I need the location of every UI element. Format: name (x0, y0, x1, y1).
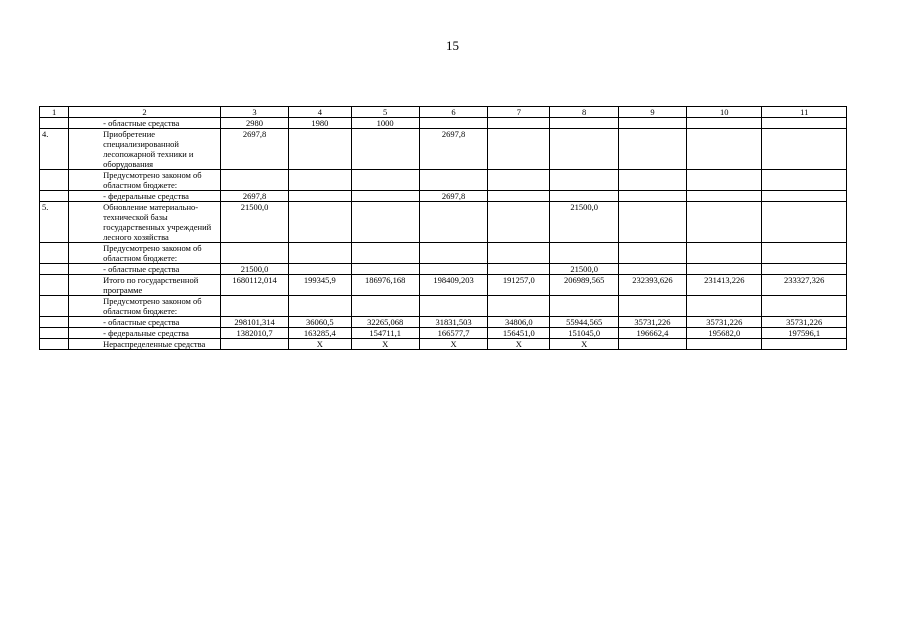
value-cell: 35731,226 (687, 317, 762, 328)
value-cell: 198409,203 (419, 275, 487, 296)
value-cell (419, 243, 487, 264)
value-cell: 21500,0 (220, 264, 288, 275)
value-cell: 196662,4 (618, 328, 686, 339)
row-number-cell (40, 339, 69, 350)
table-row (40, 264, 847, 275)
value-cell: 195682,0 (687, 328, 762, 339)
table-row (40, 118, 847, 129)
value-cell (289, 264, 351, 275)
value-cell: 197596,1 (762, 328, 847, 339)
value-cell (618, 129, 686, 170)
header-cell: 7 (488, 107, 550, 118)
value-cell (762, 129, 847, 170)
row-number-cell: 4. (40, 129, 69, 170)
value-cell: 31831,503 (419, 317, 487, 328)
table-row (40, 275, 847, 296)
row-number-cell (40, 243, 69, 264)
value-cell: 206989,565 (550, 275, 618, 296)
value-cell: 1382010,7 (220, 328, 288, 339)
value-cell: 186976,168 (351, 275, 419, 296)
value-cell (488, 170, 550, 191)
table-row (40, 328, 847, 339)
row-number-cell (40, 328, 69, 339)
value-cell: 233327,326 (762, 275, 847, 296)
value-cell: 21500,0 (220, 202, 288, 243)
value-cell: 2697,8 (220, 129, 288, 170)
value-cell: Х (289, 339, 351, 350)
value-cell (550, 118, 618, 129)
value-cell: 298101,314 (220, 317, 288, 328)
value-cell (419, 264, 487, 275)
page-number: 15 (446, 38, 459, 53)
value-cell (762, 170, 847, 191)
value-cell (762, 339, 847, 350)
value-cell: 151045,0 (550, 328, 618, 339)
value-cell (488, 264, 550, 275)
value-cell (762, 202, 847, 243)
value-cell: 21500,0 (550, 202, 618, 243)
header-cell: 2 (69, 107, 221, 118)
value-cell (351, 264, 419, 275)
description-cell: - федеральные средства (69, 191, 221, 202)
value-cell (351, 243, 419, 264)
value-cell (289, 296, 351, 317)
table-row (40, 317, 847, 328)
value-cell (687, 202, 762, 243)
value-cell (762, 191, 847, 202)
row-number-cell (40, 275, 69, 296)
value-cell: 32265,068 (351, 317, 419, 328)
value-cell (550, 243, 618, 264)
row-number-cell: 5. (40, 202, 69, 243)
table-row (40, 170, 847, 191)
value-cell (687, 264, 762, 275)
description-cell: - областные средства (69, 118, 221, 129)
value-cell: 2697,8 (419, 191, 487, 202)
header-cell: 9 (618, 107, 686, 118)
value-cell (289, 202, 351, 243)
value-cell (220, 339, 288, 350)
table-row (40, 243, 847, 264)
value-cell (220, 296, 288, 317)
value-cell (687, 129, 762, 170)
header-cell: 1 (40, 107, 69, 118)
row-number-cell (40, 296, 69, 317)
header-cell: 3 (220, 107, 288, 118)
value-cell (762, 296, 847, 317)
value-cell: 21500,0 (550, 264, 618, 275)
header-cell: 11 (762, 107, 847, 118)
value-cell (488, 243, 550, 264)
value-cell: 2980 (220, 118, 288, 129)
value-cell (618, 191, 686, 202)
value-cell: 2697,8 (419, 129, 487, 170)
value-cell (762, 264, 847, 275)
table-row (40, 202, 847, 243)
value-cell: Х (351, 339, 419, 350)
table-row (40, 191, 847, 202)
value-cell (687, 170, 762, 191)
value-cell: 36060,5 (289, 317, 351, 328)
description-cell: Приобретение специализированной лесопожарной техники и оборудования (69, 129, 221, 170)
description-cell: Нераспределенные средства (69, 339, 221, 350)
value-cell (488, 191, 550, 202)
value-cell (351, 296, 419, 317)
header-cell: 5 (351, 107, 419, 118)
value-cell (687, 118, 762, 129)
header-cell: 8 (550, 107, 618, 118)
header-cell: 4 (289, 107, 351, 118)
value-cell: 156451,0 (488, 328, 550, 339)
value-cell (488, 296, 550, 317)
value-cell (289, 129, 351, 170)
value-cell: 231413,226 (687, 275, 762, 296)
value-cell: 166577,7 (419, 328, 487, 339)
value-cell: 232393,626 (618, 275, 686, 296)
value-cell (351, 202, 419, 243)
value-cell (488, 129, 550, 170)
value-cell (488, 202, 550, 243)
value-cell (762, 118, 847, 129)
value-cell (351, 129, 419, 170)
column-number-row (40, 107, 847, 118)
description-cell: - областные средства (69, 264, 221, 275)
header-cell: 10 (687, 107, 762, 118)
value-cell: 55944,565 (550, 317, 618, 328)
value-cell (550, 170, 618, 191)
value-cell (419, 296, 487, 317)
row-number-cell (40, 170, 69, 191)
value-cell: 154711,1 (351, 328, 419, 339)
value-cell (351, 191, 419, 202)
value-cell (419, 118, 487, 129)
description-cell: Предусмотрено законом об областном бюджете: (69, 296, 221, 317)
description-cell: Предусмотрено законом об областном бюджете: (69, 243, 221, 264)
value-cell (220, 170, 288, 191)
value-cell (220, 243, 288, 264)
table-row (40, 339, 847, 350)
value-cell (618, 118, 686, 129)
value-cell (762, 243, 847, 264)
value-cell: Х (550, 339, 618, 350)
value-cell (618, 264, 686, 275)
value-cell (550, 191, 618, 202)
value-cell: 2697,8 (220, 191, 288, 202)
row-number-cell (40, 317, 69, 328)
value-cell: Х (488, 339, 550, 350)
value-cell (687, 296, 762, 317)
value-cell: 35731,226 (618, 317, 686, 328)
row-number-cell (40, 191, 69, 202)
description-cell: Итого по государственной программе (69, 275, 221, 296)
value-cell (289, 243, 351, 264)
value-cell: 1680112,014 (220, 275, 288, 296)
value-cell (351, 170, 419, 191)
row-number-cell (40, 264, 69, 275)
description-cell: - федеральные средства (69, 328, 221, 339)
value-cell: 191257,0 (488, 275, 550, 296)
value-cell (488, 118, 550, 129)
value-cell (419, 202, 487, 243)
table-row (40, 129, 847, 170)
value-cell (289, 191, 351, 202)
value-cell (687, 243, 762, 264)
budget-table (39, 106, 847, 350)
value-cell: 163285,4 (289, 328, 351, 339)
value-cell (687, 191, 762, 202)
description-cell: Предусмотрено законом об областном бюджете: (69, 170, 221, 191)
table-row (40, 296, 847, 317)
value-cell (419, 170, 487, 191)
value-cell (687, 339, 762, 350)
value-cell (618, 170, 686, 191)
value-cell (618, 202, 686, 243)
description-cell: Обновление материально-технической базы государственных учреждений лесного хозяйства (69, 202, 221, 243)
row-number-cell (40, 118, 69, 129)
value-cell: Х (419, 339, 487, 350)
value-cell (618, 296, 686, 317)
value-cell (618, 339, 686, 350)
value-cell: 35731,226 (762, 317, 847, 328)
value-cell: 1000 (351, 118, 419, 129)
description-cell: - областные средства (69, 317, 221, 328)
value-cell (550, 129, 618, 170)
value-cell (550, 296, 618, 317)
value-cell: 1980 (289, 118, 351, 129)
value-cell (618, 243, 686, 264)
value-cell: 34806,0 (488, 317, 550, 328)
header-cell: 6 (419, 107, 487, 118)
value-cell (289, 170, 351, 191)
value-cell: 199345,9 (289, 275, 351, 296)
